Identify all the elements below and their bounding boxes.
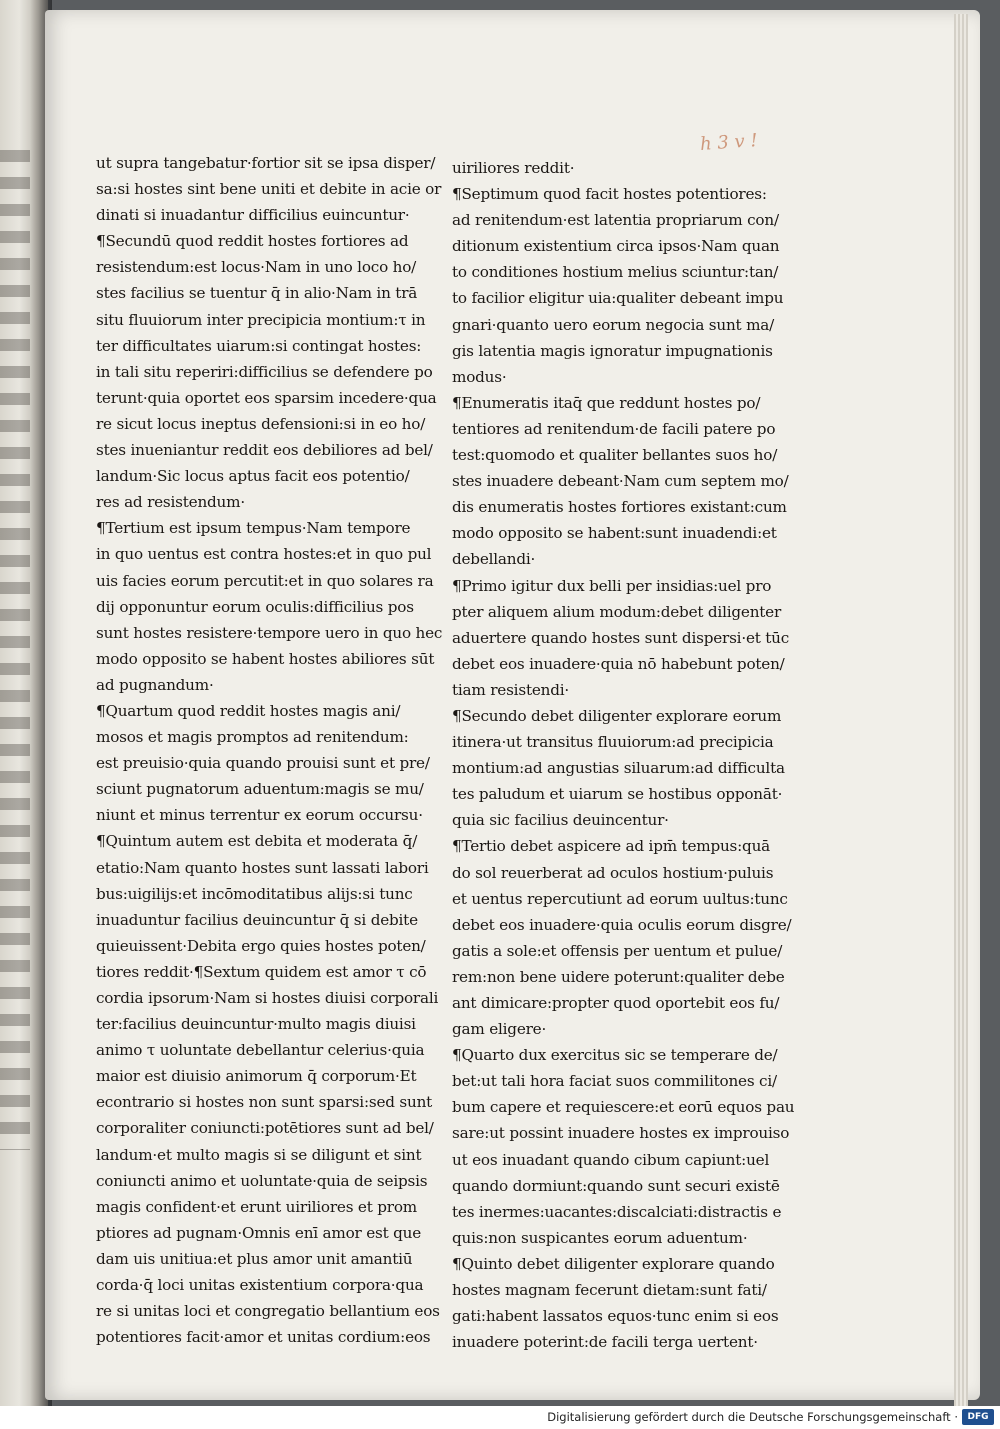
text-line: ter difficultates uiarum:si contingat hostes: — [96, 336, 422, 355]
text-line: ant dimicare:propter quod oportebit eos fu/ — [452, 994, 780, 1012]
text-line: debellandi· — [452, 550, 536, 569]
text-line: dis enumeratis hostes fortiores existant:cum — [452, 498, 787, 517]
text-line: ut supra tangebatur·fortior sit se ipsa disper/ — [96, 154, 436, 172]
text-line: ditionum existentium circa ipsos·Nam quan — [452, 237, 780, 256]
text-line: tes paludum et uiarum se hostibus opponāt· — [452, 785, 783, 804]
text-line: terunt·quia oportet eos sparsim incedere·qua — [96, 388, 437, 407]
text-line: uiriliores reddit· — [452, 159, 575, 177]
text-line: debet eos inuadere·quia oculis eorum disgre/ — [452, 915, 792, 934]
text-line: tentiores ad renitendum·de facili patere po — [452, 419, 776, 438]
text-line: stes inueniantur reddit eos debiliores ad bel/ — [96, 441, 433, 460]
text-line: modo opposito se habent:sunt inuadendi:et — [452, 524, 777, 543]
text-line: itinera·ut transitus fluuiorum:ad precipicia — [452, 733, 774, 752]
text-line: rem:non bene uidere poterunt:qualiter debe — [452, 967, 785, 986]
text-column-right — [452, 155, 795, 1355]
dfg-logo: DFG — [962, 1409, 994, 1425]
text-line: ¶Secundo debet diligenter explorare eorum — [452, 706, 782, 725]
text-line: ¶Quintum autem est debita et moderata q̄/ — [96, 832, 418, 851]
text-line: in tali situ reperiri:difficilius se defendere po — [96, 362, 433, 381]
text-line: ter:facilius deuincuntur·multo magis diuisi — [96, 1015, 416, 1034]
text-line: coniuncti animo et uoluntate·quia de seipsis — [96, 1171, 428, 1190]
text-line: tiam resistendi· — [452, 680, 570, 699]
text-line: bus:uigilijs:et incōmoditatibus alijs:si tunc — [96, 884, 413, 903]
text-line: ¶Secundū quod reddit hostes fortiores ad — [96, 232, 409, 251]
text-line: bet:ut tali hora faciat suos commilitones ci/ — [452, 1072, 777, 1091]
text-line: sciunt pugnatorum aduentum:magis se mu/ — [96, 780, 424, 799]
text-line: ¶Tertium est ipsum tempus·Nam tempore — [96, 519, 411, 538]
text-line: mosos et magis promptos ad renitendum: — [96, 728, 409, 747]
text-line: tiores reddit·¶Sextum quidem est amor τ cō — [96, 962, 427, 981]
text-line: ad pugnandum· — [96, 675, 214, 694]
text-line: modus· — [452, 367, 507, 386]
text-line: cordia ipsorum·Nam si hostes diuisi corporali — [96, 989, 439, 1007]
text-line: niunt et minus terrentur ex eorum occursu· — [96, 806, 423, 825]
text-line: quis:non suspicantes eorum aduentum· — [452, 1228, 748, 1247]
text-line: gatis a sole:et offensis per uentum et pulue/ — [452, 941, 783, 960]
text-line: re si unitas loci et congregatio bellantium eos — [96, 1302, 440, 1321]
text-line: re sicut locus ineptus defensioni:si in eo ho/ — [96, 414, 426, 433]
text-line: montium:ad angustias siluarum:ad difficulta — [452, 759, 785, 778]
funding-credit: Digitalisierung gefördert durch die Deutsche Forschungsgemeinschaft · — [547, 1410, 958, 1424]
text-line: etatio:Nam quanto hostes sunt lassati labori — [96, 858, 429, 877]
text-line: magis confident·et erunt uiriliores et prom — [96, 1197, 417, 1216]
text-line: gam eligere· — [452, 1020, 547, 1039]
facing-page-text-fragment — [0, 150, 30, 1150]
text-line: tes inermes:uacantes:discalciati:distractis e — [452, 1202, 782, 1221]
text-line: do sol reuerberat ad oculos hostium·puluis — [452, 863, 774, 882]
text-line: debet eos inuadere·quia nō habebunt poten/ — [452, 654, 785, 673]
text-line: gati:habent lassatos equos·tunc enim si eos — [452, 1307, 779, 1326]
text-line: resistendum:est locus·Nam in uno loco ho/ — [96, 258, 417, 277]
text-line: stes inuadere debeant·Nam cum septem mo/ — [452, 472, 789, 491]
text-line: ¶Enumeratis itaq̄ que reddunt hostes po/ — [452, 393, 761, 412]
text-line: ut eos inuadant quando cibum capiunt:uel — [452, 1150, 770, 1169]
text-line: corda·q̄ loci unitas existentium corpora·qua — [96, 1276, 424, 1295]
text-line: hostes magnam fecerunt dietam:sunt fati/ — [452, 1281, 767, 1300]
text-line: inuadere poterint:de facili terga uertent· — [452, 1333, 758, 1352]
text-line: ptiores ad pugnam·Omnis enī amor est que — [96, 1223, 422, 1242]
text-line: animo τ uoluntate debellantur celerius·quia — [96, 1041, 425, 1060]
text-line: et uentus repercutiunt ad eorum uultus:tunc — [452, 889, 788, 908]
text-line: gis latentia magis ignoratur impugnationis — [452, 341, 773, 360]
text-line: maior est diuisio animorum q̄ corporum·Et — [96, 1067, 417, 1086]
text-line: est preuisio·quia quando prouisi sunt et pre/ — [96, 754, 430, 773]
text-line: sare:ut possint inuadere hostes ex improuiso — [452, 1124, 790, 1143]
text-line: pter aliquem alium modum:debet diligenter — [452, 602, 782, 621]
text-line: econtrario si hostes non sunt sparsi:sed sunt — [96, 1093, 433, 1112]
text-line: inuaduntur facilius deuincuntur q̄ si debite — [96, 910, 418, 929]
text-line: ad renitendum·est latentia propriarum con/ — [452, 211, 779, 230]
text-line: ¶Quinto debet diligenter explorare quando — [452, 1254, 775, 1273]
text-line: gnari·quanto uero eorum negocia sunt ma/ — [452, 315, 775, 334]
text-line: ¶Quarto dux exercitus sic se temperare de/ — [452, 1046, 778, 1065]
text-line: potentiores facit·amor et unitas cordium:eos — [96, 1328, 431, 1347]
text-line: ¶Tertio debet aspicere ad ipm̄ tempus:quā — [452, 837, 771, 856]
text-line: dinati si inuadantur difficilius euincuntur· — [96, 206, 410, 225]
text-line: corporaliter coniuncti:potētiores sunt ad bel/ — [96, 1119, 434, 1138]
text-line: res ad resistendum· — [96, 493, 245, 512]
text-line: modo opposito se habent hostes abiliores sūt — [96, 649, 435, 668]
text-line: sunt hostes resistere·tempore uero in quo hec — [96, 623, 443, 642]
text-line: situ fluuiorum inter precipicia montium:τ in — [96, 310, 426, 329]
text-line: to conditiones hostium melius sciuntur:tan/ — [452, 263, 779, 282]
text-line: aduertere quando hostes sunt dispersi·et tūc — [452, 628, 790, 647]
folio-annotation: h 3 v ! — [699, 130, 759, 155]
text-line: uis facies eorum percutit:et in quo solares ra — [96, 571, 434, 590]
text-line: bum capere et requiescere:et eorū equos pau — [452, 1098, 795, 1117]
text-line: test:quomodo et qualiter bellantes suos ho/ — [452, 446, 778, 465]
text-line: quia sic facilius deuincentur· — [452, 811, 669, 830]
text-line: dam uis unitiua:et plus amor unit amantiū — [96, 1249, 413, 1268]
text-line: quieuissent·Debita ergo quies hostes poten/ — [96, 936, 426, 955]
text-column-left — [96, 150, 443, 1350]
text-line: quando dormiunt:quando sunt securi existē — [452, 1176, 780, 1195]
text-line: in quo uentus est contra hostes:et in quo pul — [96, 545, 432, 564]
text-line: landum·Sic locus aptus facit eos potentio/ — [96, 467, 410, 486]
text-line: stes facilius se tuentur q̄ in alio·Nam in trā — [96, 284, 418, 303]
text-line: ¶Quartum quod reddit hostes magis ani/ — [96, 701, 401, 720]
text-line: ¶Septimum quod facit hostes potentiores: — [452, 185, 767, 204]
text-line: landum·et multo magis si se diligunt et sint — [96, 1145, 422, 1164]
digitization-footer — [0, 1406, 1000, 1429]
text-line: sa:si hostes sint bene uniti et debite in acie or — [96, 180, 442, 199]
page-stack-edges — [954, 14, 968, 1406]
text-line: ¶Primo igitur dux belli per insidias:uel pro — [452, 576, 772, 595]
text-line: dij opponuntur eorum oculis:difficilius pos — [96, 597, 414, 616]
text-line: to facilior eligitur uia:qualiter debeant impu — [452, 289, 784, 308]
